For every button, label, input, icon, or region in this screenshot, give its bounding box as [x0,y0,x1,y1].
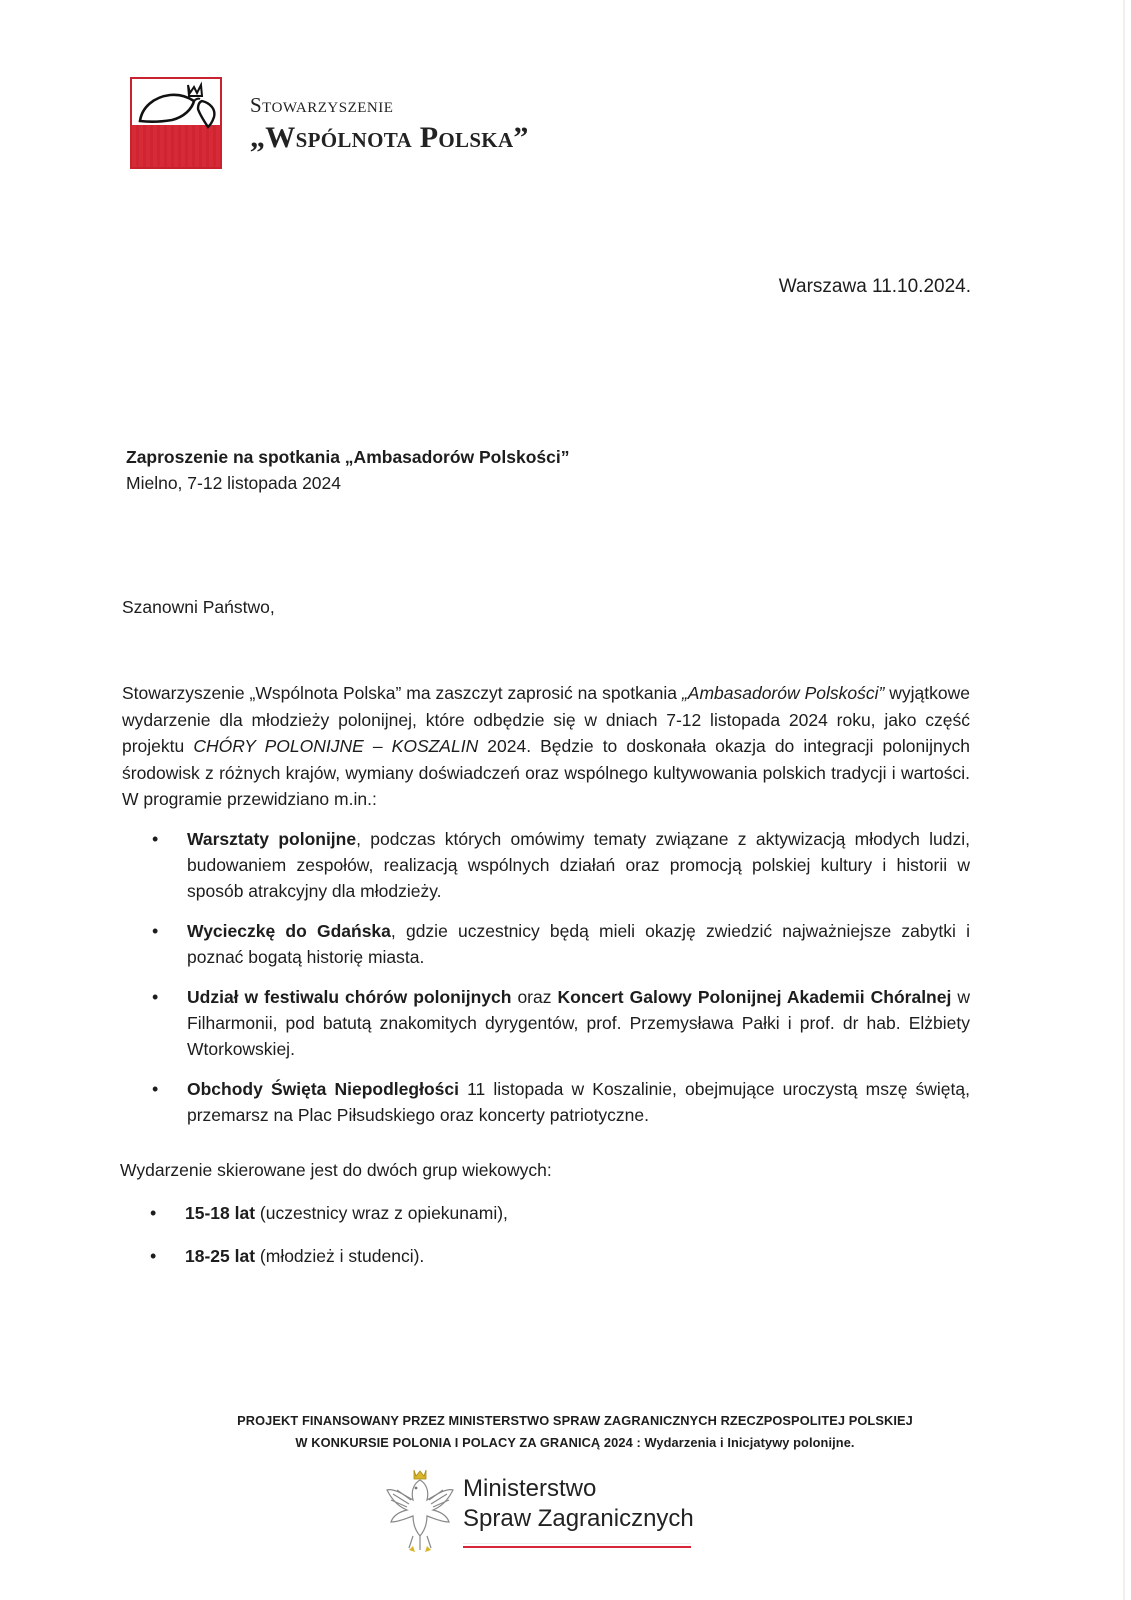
program-item-text: oraz [511,987,558,1007]
age-group-item [148,1200,508,1226]
poland-outline-icon [132,79,222,169]
ministry-name [463,1474,694,1534]
age-group-desc: (uczestnicy wraz z opiekunami), [255,1203,508,1223]
groups-intro: Wydarzenie skierowane jest do dwóch grup wiekowych: [120,1160,552,1180]
age-group-desc: (młodzież i studenci). [255,1246,425,1266]
age-group-range: 18-25 lat [185,1246,256,1266]
program-item [150,1076,970,1128]
program-item [150,826,970,904]
org-logo-icon [130,77,222,169]
program-item-title: Warsztaty polonijne [187,829,357,849]
funding-line-1: PROJEKT FINANSOWANY PRZEZ MINISTERSTWO SPRAW ZAGRANICZNYCH RZECZPOSPOLITEJ POLSKIEJ [237,1413,913,1428]
ministry-name-line-1: Ministerstwo [463,1475,597,1502]
funding-line-2: W KONKURSIE POLONIA I POLACY ZA GRANICĄ 2024 : Wydarzenia i Inicjatywy polonijne. [295,1435,855,1450]
intro-text-2: wyjątkowe wydarzenie dla młodzieży polonijnej, które odbędzie się w dniach 7-12 listopada 2024 roku, jako część projektu [122,683,970,756]
org-name [250,93,529,156]
salutation: Szanowni Państwo, [122,597,275,617]
intro-text-1: Stowarzyszenie „Wspólnota Polska” ma zaszczyt zaprosić na spotkania [122,683,682,703]
intro-project-name: CHÓRY POLONIJNE – KOSZALIN [193,736,479,756]
program-item-text: , podczas których omówimy tematy związane z aktywizacją młodych ludzi, budowaniem zespołów, realizacją wspólnych działań oraz promocją polskiej kultury i historii w sposób atrakcyjny dla młodzieży. [187,829,970,901]
age-group-range: 15-18 lat [185,1203,256,1223]
polish-eagle-icon [383,1466,457,1554]
intro-event-name: „Ambasadorów Polskości” [681,683,885,703]
program-item-title: Wycieczkę do Gdańska [187,921,391,941]
scan-edge [1123,0,1125,1600]
ministry-name-line-2: Spraw Zagranicznych [463,1505,694,1532]
org-name-line1: Stowarzyszenie [250,93,394,117]
program-list [150,826,970,1142]
flag-stripe [463,1543,691,1548]
age-groups-list [148,1200,508,1286]
subject-title: Zaproszenie na spotkania „Ambasadorów Polskości” [126,447,570,467]
program-item [150,984,970,1062]
org-name-line2: „Wspólnota Polska” [250,121,529,154]
program-item-text: , gdzie uczestnicy będą mieli okazję zwiedzić najważniejsze zabytki i poznać bogatą historię miasta. [187,921,970,967]
letter-date: Warszawa 11.10.2024. [778,276,971,297]
age-group-item [148,1243,508,1269]
funding-notice [150,1410,1000,1454]
program-item-title: Obchody Święta Niepodległości [187,1079,459,1099]
subject-block [126,444,569,496]
program-item-title: Koncert Galowy Polonijnej Akademii Chóralnej [557,987,952,1007]
program-item-text: 11 listopada w Koszalinie, obejmujące uroczystą mszę świętą, przemarsz na Plac Piłsudskiego oraz koncerty patriotyczne. [187,1079,971,1125]
subject-place-date: Mielno, 7-12 listopada 2024 [126,473,342,493]
intro-paragraph [122,680,970,813]
intro-text-3: 2024. Będzie to doskonała okazja do integracji polonijnych środowisk z różnych krajów, wymiany doświadczeń oraz wspólnego kultywowania polskich tradycji i wartości. W programie przewidziano m.in.: [122,736,971,809]
program-item [150,918,970,970]
program-item-title: Udział w festiwalu chórów polonijnych [187,987,512,1007]
program-item-text: w Filharmonii, pod batutą znakomitych dyrygentów, prof. Przemysława Pałki i prof. dr hab. Elżbiety Wtorkowskiej. [187,987,970,1059]
